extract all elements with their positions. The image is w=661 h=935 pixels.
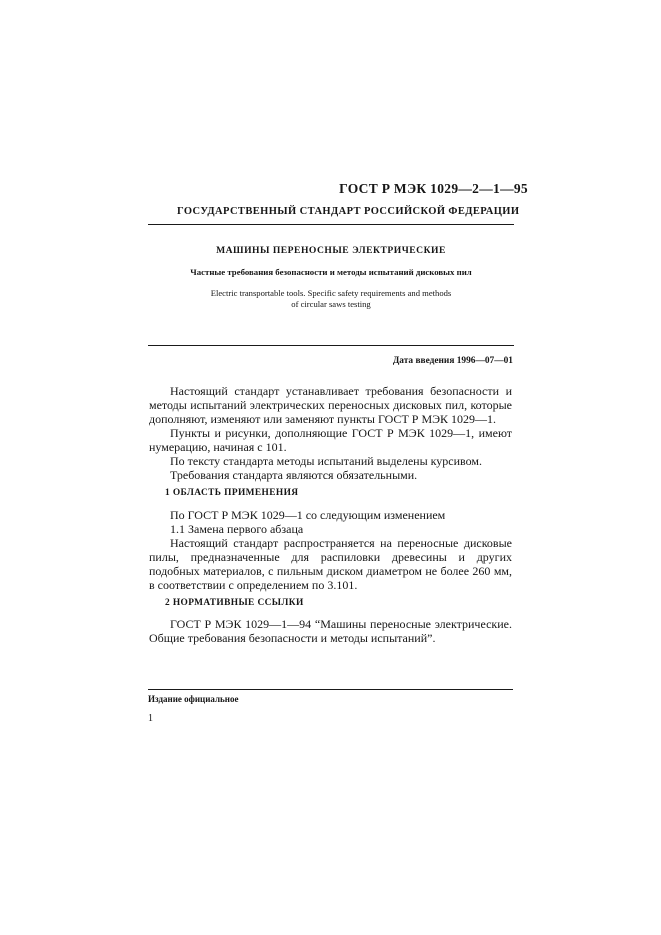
page-number: 1 [148, 713, 153, 724]
edition-label: Издание официальное [148, 694, 239, 704]
document-title: МАШИНЫ ПЕРЕНОСНЫЕ ЭЛЕКТРИЧЕСКИЕ [216, 245, 446, 256]
english-title-line-1: Electric transportable tools. Specific safety requirements and methods [210, 288, 452, 298]
intro-paragraph: Пункты и рисунки, дополняющие ГОСТ Р МЭК 1029—1, имеют нумерацию, начиная с 101. [149, 426, 512, 454]
intro-paragraph: Настоящий стандарт устанавливает требования безопасности и методы испытаний электрических переносных дисковых пил, которые дополняют, изменяют или заменяют пункты ГОСТ Р МЭК 1029—1. [149, 384, 512, 426]
intro-text [149, 384, 512, 482]
standard-id: ГОСТ Р МЭК 1029—2—1—95 [339, 181, 528, 196]
section-1-paragraph: По ГОСТ Р МЭК 1029—1 со следующим изменением [170, 508, 446, 522]
english-title-line-2: of circular saws testing [291, 299, 371, 309]
intro-paragraph: По тексту стандарта методы испытаний выделены курсивом. [170, 454, 482, 468]
state-standard-heading: ГОСУДАРСТВЕННЫЙ СТАНДАРТ РОССИЙСКОЙ ФЕДЕРАЦИИ [177, 206, 520, 217]
english-title [148, 288, 514, 310]
document-subtitle: Частные требования безопасности и методы испытаний дисковых пил [190, 267, 472, 277]
intro-paragraph: Требования стандарта являются обязательными. [170, 468, 418, 482]
top-rule [148, 224, 514, 225]
section-1-paragraph: 1.1 Замена первого абзаца [170, 522, 304, 536]
effective-date: Дата введения 1996—07—01 [392, 356, 513, 366]
section-2-paragraph: ГОСТ Р МЭК 1029—1—94 “Машины переносные электрические. Общие требования безопасности и методы испытаний”. [149, 617, 512, 645]
section-1-paragraph: Настоящий стандарт распространяется на переносные дисковые пилы, предназначенные для распиловки древесины и других подобных материалов, с пильным диском диаметром не более 260 мм, в соответствии с определением по 3.101. [149, 536, 512, 592]
footer-rule [148, 689, 513, 690]
section-2-title: 2 НОРМАТИВНЫЕ ССЫЛКИ [165, 598, 304, 608]
title-rule [148, 345, 514, 346]
section-2-body [149, 617, 512, 645]
section-1-body [149, 508, 512, 592]
section-1-title: 1 ОБЛАСТЬ ПРИМЕНЕНИЯ [165, 488, 299, 498]
